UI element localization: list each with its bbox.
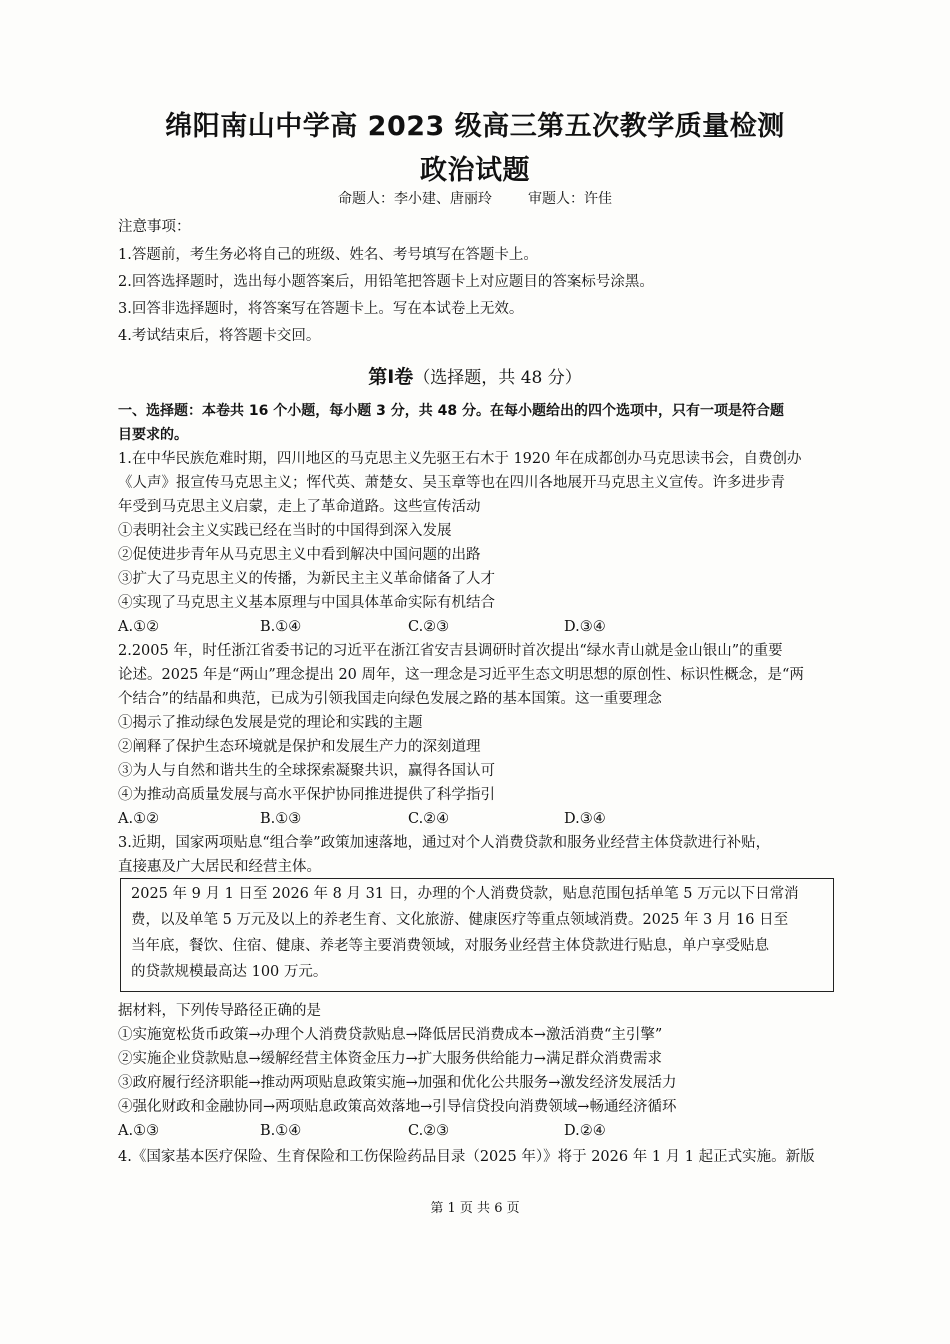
q2-stem: 2.2005 年，时任浙江省委书记的习近平在浙江省安吉县调研时首次提出“绿水青山就是金山银山”的重要 xyxy=(118,643,783,659)
exam-subtitle: 政治试题 xyxy=(420,155,530,186)
q1-statement: ①表明社会主义实践已经在当时的中国得到深入发展 xyxy=(118,523,452,539)
q3-option-d: D.②④ xyxy=(564,1123,606,1139)
q3-stem: 直接惠及广大居民和经营主体。 xyxy=(118,859,321,875)
q1-statement: ②促使进步青年从马克思主义中看到解决中国问题的出路 xyxy=(118,547,481,563)
q2-statement: ②阐释了保护生态环境就是保护和发展生产力的深刻道理 xyxy=(118,739,481,755)
q1-statement: ③扩大了马克思主义的传播，为新民主主义革命储备了人才 xyxy=(118,571,495,587)
section-name: 第Ⅰ卷 xyxy=(368,366,414,388)
q1-option-a: A.①② xyxy=(118,619,160,635)
notes-heading: 注意事项： xyxy=(118,219,191,235)
q2-stem: 个结合”的结晶和典范，已成为引领我国走向绿色发展之路的基本国策。这一重要理念 xyxy=(118,691,662,707)
q2-statement: ③为人与自然和谐共生的全球探索凝聚共识，赢得各国认可 xyxy=(118,763,495,779)
q2-statement: ①揭示了推动绿色发展是党的理论和实践的主题 xyxy=(118,715,423,731)
q1-stem: 年受到马克思主义启蒙，走上了革命道路。这些宣传活动 xyxy=(118,499,481,515)
authors-line xyxy=(0,188,950,208)
q3-statement: ③政府履行经济职能→推动两项贴息政策实施→加强和优化公共服务→激发经济发展活力 xyxy=(118,1075,677,1091)
q2-option-d: D.③④ xyxy=(564,811,606,827)
q3-material: 当年底，餐饮、住宿、健康、养老等主要消费领域，对服务业经营主体贷款进行贴息，单户享受贴息 xyxy=(131,938,769,954)
section-instruction: 一、选择题：本卷共 16 个小题，每小题 3 分，共 48 分。在每小题给出的四个选项中，只有一项是符合题 xyxy=(118,403,784,419)
q3-material: 2025 年 9 月 1 日至 2026 年 8 月 31 日，办理的个人消费贷款，贴息范围包括单笔 5 万元以下日常消 xyxy=(131,886,799,902)
q3-option-a: A.①③ xyxy=(118,1123,160,1139)
q3-material: 的贷款规模最高达 100 万元。 xyxy=(131,964,328,980)
note-item: 2.回答选择题时，选出每小题答案后，用铅笔把答题卡上对应题目的答案标号涂黑。 xyxy=(118,274,654,290)
q3-statement: ②实施企业贷款贴息→缓解经营主体资金压力→扩大服务供给能力→满足群众消费需求 xyxy=(118,1051,662,1067)
q3-statement: ④强化财政和金融协同→两项贴息政策高效落地→引导信贷投向消费领域→畅通经济循环 xyxy=(118,1099,677,1115)
reviewer: 审题人：许佳 xyxy=(528,191,612,207)
section-heading xyxy=(0,362,950,389)
q3-material-box xyxy=(120,878,834,992)
note-item: 1.答题前，考生务必将自己的班级、姓名、考号填写在答题卡上。 xyxy=(118,247,538,263)
q1-option-b: B.①④ xyxy=(260,619,302,635)
q3-stem: 3.近期，国家两项贴息“组合拳”政策加速落地，通过对个人消费贷款和服务业经营主体贷款进行补贴， xyxy=(118,835,771,851)
q3-option-c: C.②③ xyxy=(408,1123,450,1139)
setter: 命题人：李小建、唐丽玲 xyxy=(338,191,492,207)
q2-statement: ④为推动高质量发展与高水平保护协同推进提供了科学指引 xyxy=(118,787,495,803)
q1-option-c: C.②③ xyxy=(408,619,450,635)
exam-title: 绵阳南山中学高 2023 级高三第五次教学质量检测 xyxy=(165,111,785,142)
q3-material: 费，以及单笔 5 万元及以上的养老生育、文化旅游、健康医疗等重点领域消费。2025 年 3 月 16 日至 xyxy=(131,912,789,928)
q1-option-d: D.③④ xyxy=(564,619,606,635)
q2-option-a: A.①② xyxy=(118,811,160,827)
section-detail: （选择题，共 48 分） xyxy=(413,368,582,388)
q1-statement: ④实现了马克思主义基本原理与中国具体革命实际有机结合 xyxy=(118,595,495,611)
q3-option-b: B.①④ xyxy=(260,1123,302,1139)
q2-option-c: C.②④ xyxy=(408,811,450,827)
q2-stem: 论述。2025 年是“两山”理念提出 20 周年，这一理念是习近平生态文明思想的原创性、标识性概念，是“两 xyxy=(118,667,804,683)
q3-statement: ①实施宽松货币政策→办理个人消费贷款贴息→降低居民消费成本→激活消费“主引擎” xyxy=(118,1027,663,1043)
note-item: 4.考试结束后，将答题卡交回。 xyxy=(118,328,321,344)
q1-stem: 1.在中华民族危难时期，四川地区的马克思主义先驱王右木于 1920 年在成都创办马克思读书会，自费创办 xyxy=(118,451,802,467)
q3-prompt: 据材料，下列传导路径正确的是 xyxy=(118,1003,321,1019)
page-footer: 第 1 页 共 6 页 xyxy=(430,1201,520,1216)
q2-option-b: B.①③ xyxy=(260,811,302,827)
q4-stem: 4.《国家基本医疗保险、生育保险和工伤保险药品目录（2025 年）》将于 2026 年 1 月 1 起正式实施。新版 xyxy=(118,1149,815,1165)
section-instruction: 目要求的。 xyxy=(118,427,188,443)
note-item: 3.回答非选择题时，将答案写在答题卡上。写在本试卷上无效。 xyxy=(118,301,524,317)
q1-stem: 《人声》报宣传马克思主义；恽代英、萧楚女、吴玉章等也在四川各地展开马克思主义宣传。许多进步青 xyxy=(118,475,785,491)
